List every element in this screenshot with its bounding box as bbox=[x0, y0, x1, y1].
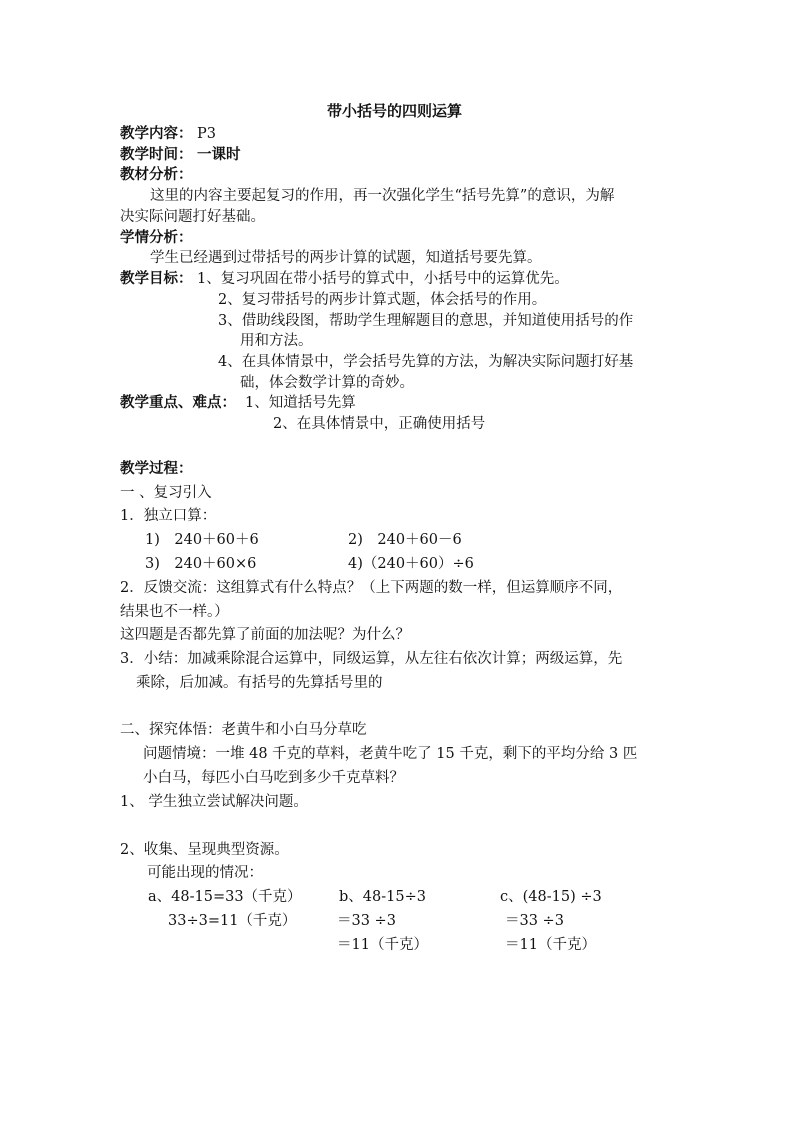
goals-label: 教学目标： bbox=[120, 270, 193, 287]
goal-2: 2、复习带括号的两步计算式题，体会括号的作用。 bbox=[218, 292, 547, 308]
goal-4-line1: 4、在具体情景中，学会括号先算的方法，为解决实际问题打好基 bbox=[218, 354, 634, 370]
step-2: 2、收集、呈现典型资源。 bbox=[120, 842, 289, 858]
item-3-line2: 乘除，后加减。有括号的先算括号里的 bbox=[136, 675, 383, 691]
case-b-line2: ＝33 ÷3 bbox=[337, 913, 396, 929]
key-1: 1、知道括号先算 bbox=[245, 395, 356, 411]
time-label: 教学时间： bbox=[120, 146, 193, 163]
calc-3: 3) 240＋60×6 bbox=[145, 556, 257, 572]
content-value: P3 bbox=[197, 126, 216, 142]
step-1: 1、 学生独立尝试解决问题。 bbox=[120, 794, 308, 810]
calc-4: 4)（240＋60）÷6 bbox=[348, 556, 474, 572]
item-1: 1．独立口算： bbox=[120, 508, 217, 524]
goal-3-line1: 3、借助线段图，帮助学生理解题目的意思，并知道使用括号的作 bbox=[218, 313, 634, 329]
case-c-line2: ＝33 ÷3 bbox=[505, 913, 564, 929]
problem-line1: 问题情境：一堆 48 千克的草料，老黄牛吃了 15 千克，剩下的平均分给 3 匹 bbox=[143, 746, 638, 762]
goal-1: 1、复习巩固在带小括号的算式中，小括号中的运算优先。 bbox=[197, 271, 569, 287]
material-line1: 这里的内容主要起复习的作用，再一次强化学生“括号先算”的意识，为解 bbox=[150, 188, 615, 204]
content-label: 教学内容： bbox=[120, 125, 193, 142]
section-1-heading: 一 、复习引入 bbox=[120, 485, 212, 501]
calc-1: 1) 240＋60＋6 bbox=[145, 532, 259, 548]
student-line1: 学生已经遇到过带括号的两步计算的试题，知道括号要先算。 bbox=[150, 250, 542, 266]
calc-2: 2) 240＋60－6 bbox=[348, 532, 462, 548]
goal-4-line2: 础，体会数学计算的奇妙。 bbox=[240, 375, 414, 391]
goal-3-line2: 用和方法。 bbox=[240, 333, 313, 349]
case-a-line2: 33÷3=11（千克） bbox=[168, 913, 297, 929]
case-b-line1: b、48-15÷3 bbox=[339, 889, 426, 905]
case-c-line3: ＝11（千克） bbox=[505, 937, 596, 953]
item-2-line1: 2．反馈交流：这组算式有什么特点？（上下两题的数一样，但运算顺序不同， bbox=[120, 580, 623, 596]
section-2-heading: 二、探究体悟：老黄牛和小白马分草吃 bbox=[120, 722, 367, 738]
student-label: 学情分析： bbox=[120, 229, 193, 246]
time-value: 一课时 bbox=[197, 146, 241, 163]
key-label: 教学重点、难点： bbox=[120, 394, 236, 411]
key-2: 2、在具体情景中，正确使用括号 bbox=[273, 416, 486, 432]
page-title: 带小括号的四则运算 bbox=[327, 102, 463, 120]
material-label: 教材分析： bbox=[120, 166, 193, 183]
item-3-line1: 3．小结：加减乘除混合运算中，同级运算，从左往右依次计算；两级运算，先 bbox=[120, 651, 623, 667]
question: 这四题是否都先算了前面的加法呢？为什么？ bbox=[120, 627, 410, 643]
case-a-line1: a、48-15=33（千克） bbox=[148, 889, 302, 905]
process-label: 教学过程： bbox=[120, 460, 193, 477]
case-c-line1: c、(48-15) ÷3 bbox=[500, 889, 602, 905]
problem-line2: 小白马，每匹小白马吃到多少千克草料？ bbox=[143, 770, 404, 786]
case-b-line3: ＝11（千克） bbox=[337, 937, 428, 953]
possible-cases-label: 可能出现的情况： bbox=[147, 865, 263, 881]
item-2-line2: 结果也不一样。） bbox=[120, 604, 229, 620]
material-line2: 决实际问题打好基础。 bbox=[120, 209, 265, 225]
